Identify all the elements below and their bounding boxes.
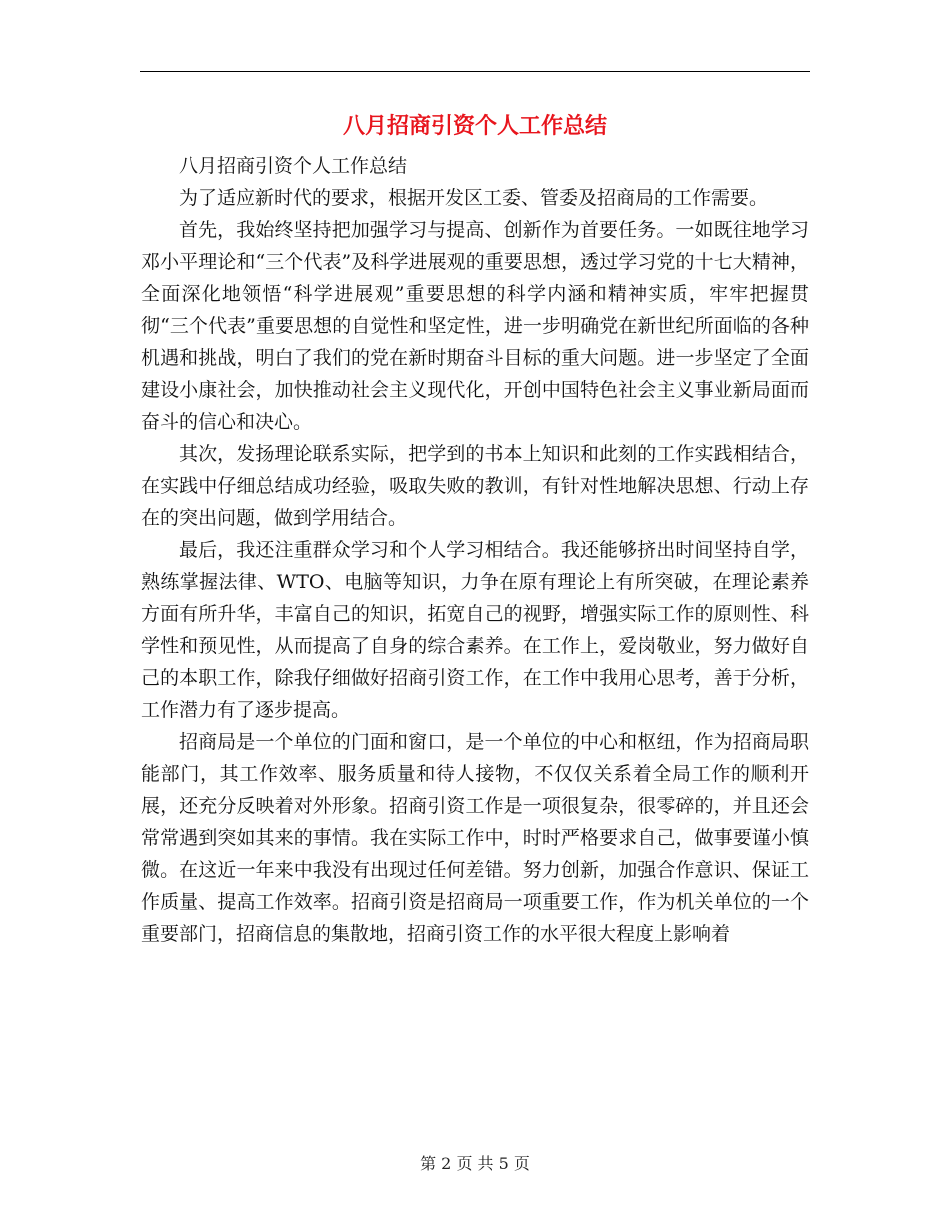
paragraph-intro: 为了适应新时代的要求，根据开发区工委、管委及招商局的工作需要。 <box>179 187 769 209</box>
paragraph-fourth: 招商局是一个单位的门面和窗口，是一个单位的中心和枢纽，作为招商局职能部门，其工作效率、服务质量和待人接物，不仅仅关系着全局工作的顺利开展，还充分反映着对外形象。招商引资工作是一项很复杂，很零碎的，并且还会常常遇到突如其来的事情。我在实际工作中，时时严格要求自己，做事要谨小慎微。在这近一年来中我没有出现过任何差错。努力创新，加强合作意识、保证工作质量、提高工作效率。招商引资是招商局一项重要工作，作为机关单位的一个重要部门，招商信息的集散地，招商引资工作的水平很大程度上影响着 <box>141 731 809 945</box>
paragraph-first: 首先，我始终坚持把加强学习与提高、创新作为首要任务。一如既往地学习邓小平理论和“三个代表”及科学进展观的重要思想，透过学习党的十七大精神，全面深化地领悟“科学进展观”重要思想的科学内涵和精神实质，牢牢把握贯彻“三个代表”重要思想的自觉性和坚定性，进一步明确党在新世纪所面临的各种机遇和挑战，明白了我们的党在新时期奋斗目标的重大问题。进一步坚定了全面建设小康社会，加快推动社会主义现代化，开创中国特色社会主义事业新局面而奋斗的信心和决心。 <box>141 219 809 433</box>
paragraph-subtitle: 八月招商引资个人工作总结 <box>179 155 408 177</box>
paragraph-second: 其次，发扬理论联系实际，把学到的书本上知识和此刻的工作实践相结合，在实践中仔细总结成功经验，吸取失败的教训，有针对性地解决思想、行动上存在的突出问题，做到学用结合。 <box>141 443 809 529</box>
page-number: 第 2 页 共 5 页 <box>420 1154 530 1173</box>
paragraph-third: 最后，我还注重群众学习和个人学习相结合。我还能够挤出时间坚持自学，熟练掌握法律、WTO、电脑等知识，力争在原有理论上有所突破，在理论素养方面有所升华，丰富自己的知识，拓宽自己的视野，增强实际工作的原则性、科学性和预见性，从而提高了自身的综合素养。在工作上，爱岗敬业，努力做好自己的本职工作，除我仔细做好招商引资工作，在工作中我用心思考，善于分析，工作潜力有了逐步提高。 <box>141 539 809 721</box>
header-rule <box>140 71 810 72</box>
document-title: 八月招商引资个人工作总结 <box>342 113 607 139</box>
document-body <box>141 150 809 950</box>
